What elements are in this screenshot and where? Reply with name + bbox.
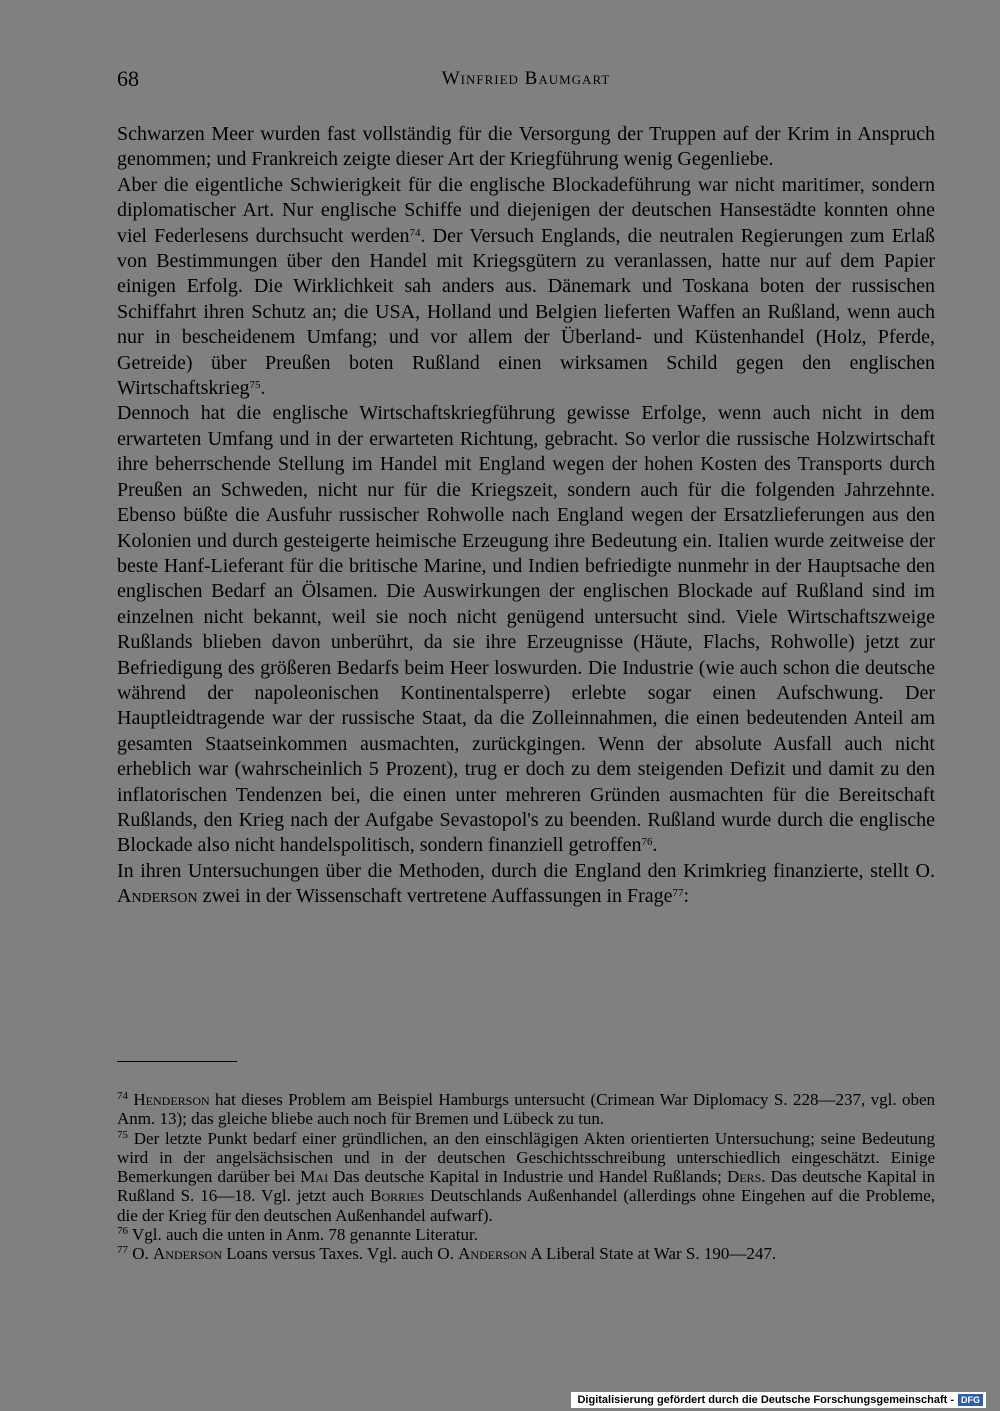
page-number: 68 (117, 66, 139, 91)
footnote-number: 76 (117, 1225, 128, 1238)
author-name: Anderson (458, 1244, 528, 1264)
footnote-number: 74 (117, 1090, 128, 1102)
running-head: Winfried Baumgart (441, 68, 611, 89)
footnote-ref: 75 (249, 379, 261, 392)
paragraph-text: . (652, 834, 658, 857)
footnote-text: O. (128, 1244, 154, 1264)
footnote-text: Das deutsche Kapital in Industrie und Handel Rußlands; (328, 1167, 727, 1187)
paragraph-text: Dennoch hat die englische Wirtschaftskriegführung gewisse Erfolge, wenn auch nicht in dem erwarteten Umfang und in der erwarteten Richtung, gebracht. So verlor die russische Holzwirtschaft ihre beherrschende Stellung im Handel mit England wegen der hohen Kosten des Transports durch Preußen an Schweden, nicht nur für die Kriegszeit, sondern auch für die folgenden Jahrzehnte. Ebenso büßte die Ausfuhr russischer Rohwolle nach England wegen der Ersatzlieferungen aus den Kolonien und durch gesteigerte heimische Erzeugung ihre Bedeutung ein. Italien wurde zeitweise der beste Hanf-Lieferant für die britische Marine, und Indien befriedigte nunmehr in der Hauptsache den englischen Bedarf an Ölsamen. Die Auswirkungen der englischen Blockade auf Rußland sind im einzelnen nicht bekannt, weil sie noch nicht genügend untersucht sind. Viele Wirtschaftszweige Rußlands blieben davon unberührt, da sie ihre Erzeugnisse (Häute, Flachs, Rohwolle) jetzt zur Befriedigung des größeren Bedarfs beim Heer loswurden. Die Industrie (wie auch schon die deutsche während der napoleonischen Kontinentalsperre) erlebte sogar einen Aufschwung. Der Hauptleidtragende war der russische Staat, da die Zolleinnahmen, die einen bedeutenden Anteil am gesamten Staatseinkommen ausmachten, zurückgingen. Wenn der absolute Ausfall auch nicht erheblich war (wahrscheinlich 5 Prozent), trug er doch zu dem steigenden Defizit und damit zu den inflatorischen Tendenzen bei, die einen unter mehreren Gründen ausmachten für die Bereitschaft Rußlands, den Krieg nach der Aufgabe Sevastopol's zu beenden. Rußland wurde durch die englische Blockade also nicht handelspolitisch, sondern finanziell getroffen (117, 402, 935, 857)
dfg-logo: DFG (958, 1394, 983, 1406)
paragraph-text: Aber die eigentliche Schwierigkeit für die englische Blockadeführung war nicht maritimer, sondern diplomatischer Art. Nur englische Schiffe und diejenigen der deutschen Hansestädte konnten ohne viel Federlesens durchsucht werden (117, 173, 935, 247)
footnote-77 (117, 1244, 935, 1263)
author-name: Henderson (133, 1090, 210, 1109)
footnote-text: hat dieses Problem am Beispiel Hamburgs untersucht (Crimean War Diplomacy S. 228—237, vgl. oben Anm. 13); das gleiche bliebe auch noch für Bremen und Lübeck zu tun. (117, 1090, 936, 1129)
author-name: Borries (370, 1186, 425, 1206)
author-name: Anderson (153, 1244, 222, 1264)
paragraph (117, 122, 935, 173)
footnote-text: Vgl. auch die unten in Anm. 78 genannte Literatur. (128, 1225, 478, 1245)
body-text (117, 122, 935, 910)
paragraph (117, 401, 935, 858)
footnote-number: 77 (117, 1244, 128, 1257)
footnote-text: Das deutsche Kapital in Rußland S. 16—18. Vgl. jetzt auch (117, 1167, 935, 1206)
footnote-74 (117, 1090, 935, 1129)
footnote-divider (117, 1061, 237, 1062)
footnotes (117, 1090, 935, 1264)
footnote-text: A Liberal State at War S. 190—247. (527, 1244, 777, 1264)
footnote-number: 75 (117, 1128, 128, 1141)
footnote-76 (117, 1225, 935, 1244)
footnote-text: Deutschlands Außenhandel (allerdings ohne Eingehen auf die Probleme, die der Krieg für den deutschen Außenhandel aufwarf). (117, 1186, 936, 1225)
paragraph-text: . (260, 377, 266, 400)
paragraph (117, 173, 935, 402)
credit-text: Digitalisierung gefördert durch die Deutsche Forschungsgemeinschaft - (577, 1394, 954, 1406)
footnote-ref: 77 (672, 887, 684, 900)
author-name: Mai (300, 1167, 329, 1187)
paragraph (117, 859, 935, 910)
paragraph-text: zwei in der Wissenschaft vertretene Auffassungen in Frage (197, 885, 673, 908)
paragraph-text: Schwarzen Meer wurden fast vollständig für die Versorgung der Truppen auf der Krim in Anspruch genommen; und Frankreich zeigte dieser Art der Kriegführung wenig Gegenliebe. (117, 123, 935, 171)
footnote-ref: 74 (409, 226, 421, 239)
digitization-credit (571, 1392, 986, 1408)
author-name: Ders. (726, 1167, 766, 1187)
paragraph-text: : (683, 885, 690, 908)
paragraph-text: . Der Versuch Englands, die neutralen Regierungen zum Erlaß von Bestimmungen über den Handel mit Kriegsgütern zu veranlassen, hatte nur auf dem Papier einigen Erfolg. Die Wirklichkeit sah anders aus. Dänemark und Toskana boten der russischen Schiffahrt ihren Schutz an; die USA, Holland und Belgien lieferten Waffen an Rußland, wenn auch nur in bescheidenem Umfang; und vor allem der Überland- und Küstenhandel (Holz, Pferde, Getreide) über Preußen boten Rußland einen wirksamen Schild gegen den englischen Wirtschaftskrieg (117, 224, 936, 400)
author-name: Anderson (117, 885, 198, 908)
footnote-text: Loans versus Taxes. Vgl. auch O. (221, 1244, 459, 1264)
page-header (117, 66, 935, 96)
footnote-text: Der letzte Punkt bedarf einer gründlichen, an den einschlägigen Akten orientierten Untersuchung; seine Bedeutung wird in der angelsächsischen und in der deutschen Geschichtsschreibung unterschiedlich eingeschätzt. Einige Bemerkungen darüber bei (117, 1128, 935, 1187)
footnote-75 (117, 1129, 935, 1225)
footnote-ref: 76 (641, 836, 653, 849)
paragraph-text: In ihren Untersuchungen über die Methoden, durch die England den Krimkrieg finanzierte, stellt O. (117, 859, 935, 882)
